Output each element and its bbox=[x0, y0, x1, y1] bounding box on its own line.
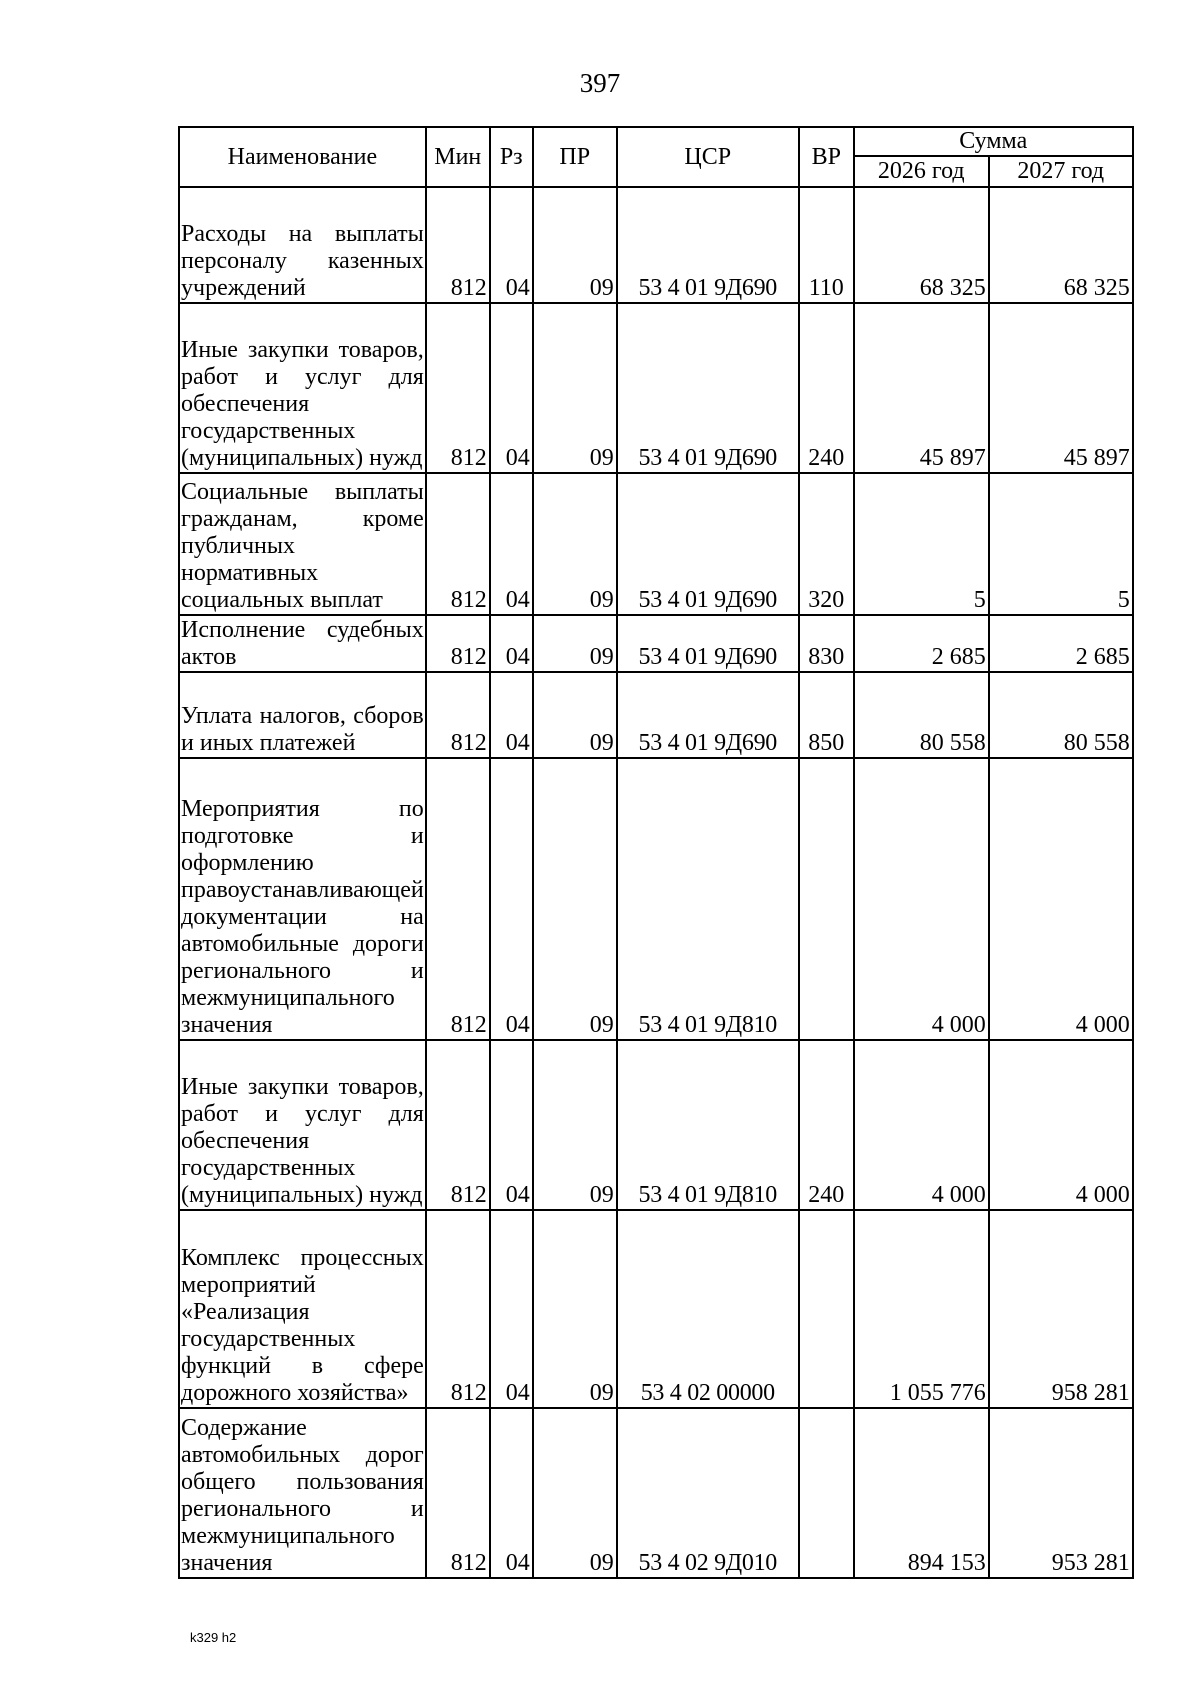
table-row bbox=[179, 1040, 1133, 1210]
row-vr: 320 bbox=[799, 473, 854, 615]
header-rz: Рз bbox=[490, 127, 533, 187]
header-csr: ЦСР bbox=[617, 127, 799, 187]
row-vr: 240 bbox=[799, 1040, 854, 1210]
row-rz: 04 bbox=[490, 672, 533, 758]
row-min: 812 bbox=[426, 1408, 490, 1578]
row-vr: 830 bbox=[799, 615, 854, 672]
row-sum-2027: 5 bbox=[989, 473, 1133, 615]
row-vr: 240 bbox=[799, 303, 854, 473]
row-pr: 09 bbox=[533, 758, 617, 1040]
row-rz: 04 bbox=[490, 473, 533, 615]
header-min: Мин bbox=[426, 127, 490, 187]
row-name: Социальные выплаты гражданам, кроме публичных нормативных социальных выплат bbox=[179, 473, 426, 615]
row-name: Расходы на выплаты персоналу казенных учреждений bbox=[179, 187, 426, 303]
row-sum-2026: 45 897 bbox=[854, 303, 989, 473]
row-name: Мероприятия по подготовке и оформлению правоустанавливающей документации на автомобильные дороги регионального и межмуниципального значения bbox=[179, 758, 426, 1040]
row-sum-2026: 2 685 bbox=[854, 615, 989, 672]
row-sum-2027: 80 558 bbox=[989, 672, 1133, 758]
row-pr: 09 bbox=[533, 672, 617, 758]
header-pr: ПР bbox=[533, 127, 617, 187]
row-rz: 04 bbox=[490, 615, 533, 672]
row-rz: 04 bbox=[490, 187, 533, 303]
row-pr: 09 bbox=[533, 303, 617, 473]
row-csr: 53 4 01 9Д690 bbox=[617, 672, 799, 758]
row-min: 812 bbox=[426, 187, 490, 303]
row-min: 812 bbox=[426, 303, 490, 473]
row-pr: 09 bbox=[533, 1040, 617, 1210]
row-csr: 53 4 01 9Д690 bbox=[617, 303, 799, 473]
row-csr: 53 4 02 9Д010 bbox=[617, 1408, 799, 1578]
row-name: Исполнение судебных актов bbox=[181, 617, 424, 670]
row-name: Иные закупки товаров, работ и услуг для обеспечения государственных (муниципальных) нужд bbox=[179, 1040, 426, 1210]
row-min: 812 bbox=[426, 758, 490, 1040]
table-row bbox=[179, 1210, 1133, 1408]
row-csr: 53 4 01 9Д810 bbox=[617, 758, 799, 1040]
table-row bbox=[179, 473, 1133, 615]
row-sum-2026: 894 153 bbox=[854, 1408, 989, 1578]
row-pr: 09 bbox=[533, 473, 617, 615]
header-vr: ВР bbox=[799, 127, 854, 187]
row-vr bbox=[799, 758, 854, 1040]
row-sum-2026: 4 000 bbox=[854, 1040, 989, 1210]
row-sum-2026: 5 bbox=[854, 473, 989, 615]
row-csr: 53 4 01 9Д690 bbox=[617, 187, 799, 303]
row-sum-2026: 1 055 776 bbox=[854, 1210, 989, 1408]
table-row bbox=[179, 672, 1133, 758]
row-min: 812 bbox=[426, 615, 490, 672]
row-sum-2027: 4 000 bbox=[989, 1040, 1133, 1210]
row-rz: 04 bbox=[490, 1040, 533, 1210]
row-pr: 09 bbox=[533, 615, 617, 672]
row-sum-2027: 2 685 bbox=[989, 615, 1133, 672]
row-min: 812 bbox=[426, 473, 490, 615]
row-sum-2026: 80 558 bbox=[854, 672, 989, 758]
row-csr: 53 4 01 9Д690 bbox=[617, 473, 799, 615]
row-sum-2027: 45 897 bbox=[989, 303, 1133, 473]
row-csr: 53 4 01 9Д810 bbox=[617, 1040, 799, 1210]
header-year-2027: 2027 год bbox=[989, 156, 1133, 187]
document-code: k329 h2 bbox=[190, 1630, 237, 1645]
row-name: Содержание автомобильных дорог общего пользования регионального и межмуниципального значения bbox=[179, 1408, 426, 1578]
table-row bbox=[179, 1408, 1133, 1578]
row-rz: 04 bbox=[490, 303, 533, 473]
row-rz: 04 bbox=[490, 758, 533, 1040]
row-vr: 850 bbox=[799, 672, 854, 758]
row-rz: 04 bbox=[490, 1210, 533, 1408]
row-sum-2026: 68 325 bbox=[854, 187, 989, 303]
header-name: Наименование bbox=[179, 127, 426, 187]
row-rz: 04 bbox=[490, 1408, 533, 1578]
row-csr: 53 4 02 00000 bbox=[617, 1210, 799, 1408]
row-csr: 53 4 01 9Д690 bbox=[617, 615, 799, 672]
table-row bbox=[179, 615, 1133, 672]
row-name: Комплекс процессных мероприятий «Реализация государственных функций в сфере дорожного хозяйства» bbox=[179, 1210, 426, 1408]
header-year-2026: 2026 год bbox=[854, 156, 989, 187]
row-sum-2027: 68 325 bbox=[989, 187, 1133, 303]
row-sum-2027: 953 281 bbox=[989, 1408, 1133, 1578]
budget-table bbox=[178, 126, 1134, 1579]
row-name: Иные закупки товаров, работ и услуг для обеспечения государственных (муниципальных) нужд bbox=[179, 303, 426, 473]
row-vr: 110 bbox=[799, 187, 854, 303]
row-pr: 09 bbox=[533, 187, 617, 303]
row-sum-2026: 4 000 bbox=[854, 758, 989, 1040]
table-row bbox=[179, 758, 1133, 1040]
row-min: 812 bbox=[426, 1040, 490, 1210]
row-min: 812 bbox=[426, 1210, 490, 1408]
row-pr: 09 bbox=[533, 1408, 617, 1578]
row-min: 812 bbox=[426, 672, 490, 758]
table-row bbox=[179, 187, 1133, 303]
header-sum: Сумма bbox=[854, 127, 1133, 156]
table-row bbox=[179, 303, 1133, 473]
row-name: Уплата налогов, сборов и иных платежей bbox=[179, 672, 426, 758]
row-pr: 09 bbox=[533, 1210, 617, 1408]
row-sum-2027: 4 000 bbox=[989, 758, 1133, 1040]
row-vr bbox=[799, 1210, 854, 1408]
page-number: 397 bbox=[579, 68, 621, 98]
row-sum-2027: 958 281 bbox=[989, 1210, 1133, 1408]
row-vr bbox=[799, 1408, 854, 1578]
